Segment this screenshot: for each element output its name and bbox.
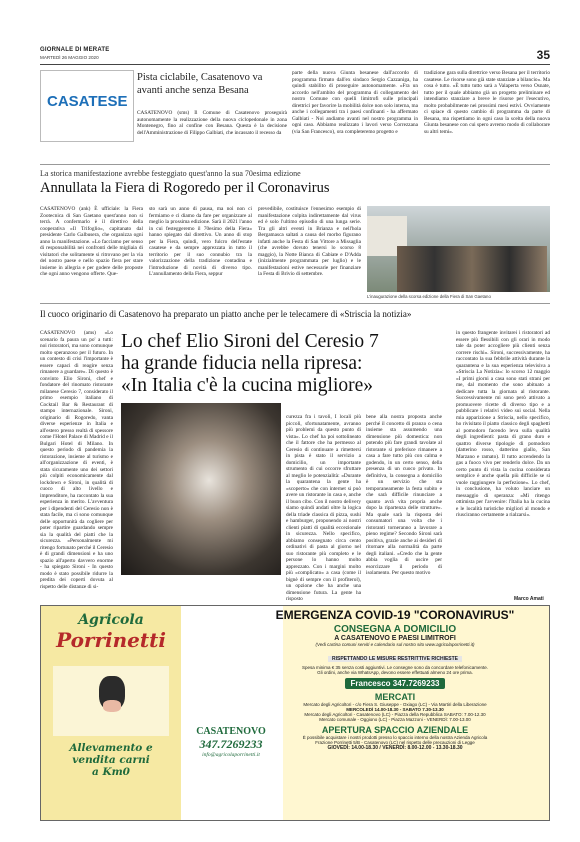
chef-photo xyxy=(121,403,281,575)
article3-headline xyxy=(121,331,441,397)
ad-email[interactable]: info@agricolaporrinetti.it xyxy=(202,752,260,758)
ad-rules-title: RISPETTANDO LE MISURE RESTRITTIVE RICHIESTE xyxy=(328,656,462,662)
article3-text-3: bene alla nostra proposta anche perché il concetto di pranzo o cena insieme sta assumendo una dimensione più domestica: non potendo più fare grandi tavolate al ristorante si preferisce rimanere a casa a fare tutto più con calma e godendo, in un certo senso, della presenza di un cuoco privato. In definitiva, la consegna a domicilio è un servizio che sta temporaneamente la festa subito e che sarà difficile rinunciare a quanto avrà vita propria anche dopo la ripartenza delle strutture». Ma quale sarà la risposta dei consumatori una volta che i ristoranti torneranno a lavorare a pieno regime? Secondo Sironi sarà positiva, grazie anche ai desideri di ritornare alla normalità da parte degli italiani. «Credo che la gente abbia voglia di uscire per esorcizzare il periodo di isolamento. Per questo motivo xyxy=(366,414,442,576)
ad-market1-line2: MERCOLEDÌ 14.00-18.30 - SABATO 7.30-13.30 xyxy=(346,707,444,712)
article3-col1 xyxy=(40,330,113,590)
article1-col3 xyxy=(424,70,550,135)
fiera-photo xyxy=(367,206,550,292)
ad-delivery-note: (Vedi cartina comuni serviti e calendario sul nostro sito www.agricolaporrinetti.it) xyxy=(315,642,475,647)
paper-name: GIORNALE DI MERATE xyxy=(40,47,110,53)
fiera-photo-caption: L'inaugurazione della scorsa edizione della Fiera di San Gaetano xyxy=(367,294,491,299)
article2-headline: Annullata la Fiera di Rogoredo per il Coronavirus xyxy=(40,180,330,196)
ad-brand-line2: Porrinetti xyxy=(56,628,166,652)
article1-col2 xyxy=(292,70,418,135)
article3-text-1: CASATENOVO (ams) «Lo scenario fa paura un po' a tutti: noi ristoratori, ma sono comunque molto speranzoso per il futuro. In un contesto di crisi l'importante è essere capaci di reagire senza rimanere a guardare». Di questo è convinto Elio Sironi, chef e fondatore del rinomato ristorante milanese Ceresio 7, considerato il primo esempio italiano di Cocktail Bar & Restaurant di stampo internazionale. Sironi, originario di Rogoredo, vanta diverse esperienze in Italia e all'estero presso realtà di spessore come l'Hotel Palace di Madrid e il Bulgari Hotel di Milano. In questo periodo di pandemia la ristorazione, insieme al turismo e all'organizzazione di eventi, è stata sicuramente uno dei settori più colpiti economicamente dal lockdown e Sironi, in qualità di cuoco di alto livello e imprenditore, ha raccontato la sua esperienza in merito. L'avventura per i dipendenti del Ceresio non è stata facile, ma ci sono comunque delle opportunità da cogliere per poter ripartire guardando sempre sia la qualità del piatti che la sicurezza. «Personalmente mi ritengo fortunato perché il Ceresio è di grandi dimensioni e ha uno spazio all'aperto davvero enorme - ha spiegato Sironi - In questo modo è stato possibile ridurre la predita dei coperti dovuta al rispetto delle distanze di si- xyxy=(40,330,113,590)
ad-info-content xyxy=(240,608,550,751)
section-label: CASATESE xyxy=(47,93,128,110)
article3-headline-line1: Lo chef Elio Sironi del Ceresio 7 xyxy=(121,331,379,352)
ad-rules-line2: Gli ordini, anche via WhatsApp, devono essere effettuati almeno 24 ore prima. xyxy=(317,670,473,675)
ad-rules-line1: Spesa minima € 35 senza costi aggiuntivi. Le consegne sono da concordare telefonicamente. xyxy=(301,665,489,670)
article2-col3 xyxy=(258,206,361,278)
article1-headline: Pista ciclabile, Casatenovo va avanti anche senza Besana xyxy=(137,72,263,96)
article1-text-1: CASATENOVO (sms) Il Comune di Casatenovo proseguirà autonomamente la realizzazione della nuova ciclopedonale in zona Montenegro, fino al confine con Besana. Questa è la decisione dell'Amministrazione di Filippo Galbiati, che incassato il recesso da xyxy=(137,110,287,136)
article3-author: Marco Amati xyxy=(514,596,544,602)
article3-kicker: Il cuoco originario di Casatenovo ha preparato un piatto anche per le telecamere di «Striscia la notizia» xyxy=(40,309,412,319)
photo-crowd xyxy=(397,246,547,292)
article2-rule xyxy=(40,164,550,165)
article2-col1 xyxy=(40,206,143,278)
article2-text-3: prevedibile, costituisce l'ennesimo esempio di manifestazione colpita indirettamente dal virus ed è solo l'ultimo episodio di una lunga serie. Tra gli altri eventi in Brianza e nell'hola Bergamasca saltati a causa del morbo figurano infatti anche la Festa di San Vittore a Missaglia (che avrebbe dovuto tenersi lo scorso 8 maggio), la Notte Bianca di Cabiate e D'Adda (inizialmente programmata per luglio) e le manifestazioni estive necessarie per finanziare la Festa di Brivio di settembre. xyxy=(258,206,361,277)
ad-contact-button[interactable]: Francesco 347.7269233 xyxy=(345,678,445,689)
issue-date: MARTEDÌ 26 MAGGIO 2020 xyxy=(40,55,99,60)
article1-text-2: parte della nuova Giunta besanese dall'accordo di programma firmato dall'ex sindaco Sergio Cazzaniga, ha quindi stabilito di proseguire autonomamente. «Fra un accordo nell'ambito del programma di collegamento del nostro Comune con quelli limitrofi sulle principali direttrici per favorire la mobilità dolce non solo interna, ma anche i collegamenti tra i paesi confinanti - ha affermato Galbiati - Noi andiamo avanti nel nostro programma in ogni caso. Abbiamo realizzato i lavori verso Correzzana (via San Francesco), ora completeremo progetto e xyxy=(292,70,418,135)
section-label-box xyxy=(40,70,134,142)
ad-brand xyxy=(41,612,181,652)
article2-text-1: CASATENOVO (ank) È ufficiale: la Fiera Zootecnica di San Gaetano quest'anno non si terrà. A confermarlo è il direttivo della cooperativa «Il Trifoglio», capitanato dal presidente Carlo Galbusera, che organizza ogni anno la manifestazione. «Lo facciamo per senso di responsabilità nei confronti delle migliaia di visitatori che solitamente si ritrovano per la via del nostro paese e nello spazio fiera per stare insieme in allegria e per godere delle proposte che ogni anno vengono offerte. Que- xyxy=(40,206,143,277)
article3-rule xyxy=(40,303,550,304)
ad-opening-line2: Frazione Porrinetti 5/B - Casatenovo (LC) nel rispetto delle precauzioni di Legge xyxy=(315,740,475,745)
ad-brand-panel xyxy=(41,606,181,820)
ad-phone[interactable]: 347.7269233 xyxy=(199,737,263,751)
article3-headline-line2: ha grande fiducia nella ripresa: xyxy=(121,353,363,374)
article3-text-4: in questo frangente invitarei i ristoratori ad essere più flessibili con gli orari in modo tale da poter accogliere più clienti senza correre rischi». Sironi, successivamente, ha raccontato la sua febbrile attività durante la quarantena e la sua esperienza televisiva a «Striscia La Notizia»: lo scorso 12 maggio «I primi giorni a casa sono stati strani per me, dal momento che sono abituato a dedicare tutta la giornata al ristorante. Successivamente mi sono però attivato a promuovere ricette di diverso tipo e a pubblicare i relativi video sui social. Nella mia apparizione a Striscia, nello specifico, ho rivisitato il piatto classico degli spaghetti al pomodoro facendo leva sulla qualità degli ingredienti: pasta di grano duro e quattro diverse tipologie di pomodoro (datterino rosso, datterino giallo, San Marzano e ramato). Il tutto accendendo la gas a fuoco vivo per renderlo dolce. Da un certo punto di vista la cucina considerata semplice è anche quella più difficile se si vuole raggiungere la perfezione». Lo chef, in conclusione, ha voluto lanciare un messaggio di speranza: «Mi ritengo ottimista per l'avvenire: l'Italia ha la cucina e le località turistiche migliori al mondo e riusciranno certamente a rialzarsi». xyxy=(456,330,550,518)
page-header xyxy=(40,44,550,66)
article2-kicker: La storica manifestazione avrebbe festeggiato quest'anno la sua 70esima edizione xyxy=(40,169,301,178)
article3-col4 xyxy=(456,330,550,519)
page-number: 35 xyxy=(536,48,550,62)
ad-slogan-line3: a Km0 xyxy=(91,766,130,778)
cow-muzzle xyxy=(103,700,121,712)
article2-col2 xyxy=(149,206,252,278)
article3-text-2: curezza fra i tavoli, I locali più piccoli, sfortunatamente, avranno più problemi da questo punto di vista». Lo chef ha poi sottolineato che il fattore che ha permesso al Ceresio di continuare a rimettersi in pista è stato il servizio a domicilio, un importante strumento di cui occorre sfruttare al meglio le potenzialità: «Durante la quarantena la gente ha «scoperto» che con internet si può avere un ristorante in casa e, anche il buon cibo. Con il nostro delivery siamo quindi andati oltre la logica della triade classica di pizza, sushi e hamburger, proponendo ai nostri clienti piatti di qualità eccezionale in sicurezza. Nello specifico, abbiamo consegnato circa cento ordinativi di pasta al giorno nel suo ristorante più completo e le persone lo hanno molto apprezzato. Con i margini molto più «complicato» a casa (come il bignè di sempre con il profiterol), un opzione che ha anche una dimensione futura. La gente ha risposto xyxy=(286,414,361,602)
ad-opening-title: APERTURA SPACCIO AZIENDALE xyxy=(321,725,469,735)
article3-headline-line3: «In Italia c'è la cucina migliore» xyxy=(121,375,374,396)
ad-brand-line1: Agricola xyxy=(78,612,144,628)
ad-opening-line1: È possibile acquistare i nostri prodotti presso lo spaccio interno della nostra Azienda Agricola xyxy=(302,735,488,740)
ad-slogan xyxy=(41,742,181,778)
article1-col1 xyxy=(137,110,287,136)
ad-delivery-sub: A CASATENOVO E PAESI LIMITROFI xyxy=(334,635,456,642)
ad-town: CASATENOVO xyxy=(196,726,266,737)
cow-illustration xyxy=(53,666,169,736)
article1-text-3: tradizione gara sulla direttrice verso Besana per il territorio casatese. Le risorse sono già state stanziate a bilancio». Ma cosa è tutto. «È tutto tutto sarà a Valaperta verso Osnate, tutto per il quale abbiamo già un progetto preliminare ed intendiamo stanziare a breve le risorse per l'esecutivo, molto probabilmente nei prossimi mesi estivi. Ovviamente ci spiace di questo cambio di programma da parte di Besana, ma rispettiamo in ogni caso la scelta della nuova Giunta besanese con cui spero avremo modo di collaborare su altri temi». xyxy=(424,70,550,135)
article3-col2 xyxy=(286,414,361,603)
ad-market3: Mercato comunale - Oggiono (LC) - Piazza Mazzoni - VENERDÌ: 7.00-13.00 xyxy=(319,717,471,722)
ad-slogan-line1: Allevamento e xyxy=(69,742,153,754)
ad-market1-line1: Mercato degli Agricoltori - c/o Fiera S. Giuseppe - Oxiago (LC) - Via Martiri della Liberazione xyxy=(303,702,487,707)
ad-slogan-line2: vendita carni xyxy=(72,754,150,766)
ad-markets-title: MERCATI xyxy=(374,692,416,702)
article2-text-2: sto sarà un anno di pausa, ma noi non ci fermiamo e ci diamo da fare per organizzare al meglio la prossima edizione. Sarà il 2021 l'anno in cui festeggeremo il 70esimo della Fiera» hanno spiegato dal direttivo. Un anno di stop per la Fiera, quindi, vero fulcro dell'estate casatese e da sempre apprezzata in tutto il territorio per il suo connubio tra la valorizzazione della tradizione contadina e l'introduzione di novità di diverso tipo. L'annullamento della Fiera, seppur xyxy=(149,206,252,277)
ad-banner: EMERGENZA COVID-19 "CORONAVIRUS" xyxy=(275,608,515,622)
header-rule xyxy=(40,64,550,65)
ad-market2: Mercato degli Agricoltori - Casatenovo (LC) - Piazza della Repubblica SABATO: 7.00-12.30 xyxy=(304,712,486,717)
ad-opening-hours: GIOVEDÌ: 14.00-18.30 / VENERDÌ: 8.00-12.00 - 13.30-18.30 xyxy=(327,745,463,751)
ad-delivery-title: CONSEGNA A DOMICILIO xyxy=(333,624,457,635)
article3-col3 xyxy=(366,414,442,577)
